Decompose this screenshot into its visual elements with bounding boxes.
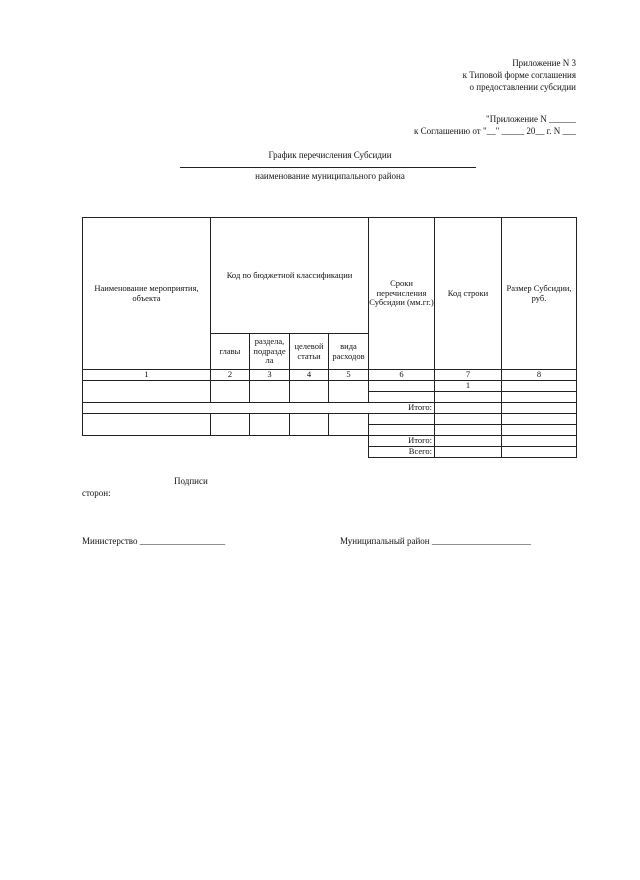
subheader-type: вида расходов xyxy=(329,334,369,370)
itogo-label: Итого: xyxy=(369,436,435,447)
vsego-label: Всего: xyxy=(369,447,435,458)
subheader-section: раздела, подразде ла xyxy=(250,334,290,370)
district-caption: наименование муниципального района xyxy=(255,171,405,181)
subheader-chapter: главы xyxy=(211,334,250,370)
signatures-label: Подписи xyxy=(174,476,208,486)
header-budget-code: Код по бюджетной классификации xyxy=(211,218,369,334)
blank-area xyxy=(83,436,369,447)
signatures-label-parties: сторон: xyxy=(82,488,111,498)
column-number: 7 xyxy=(435,370,502,381)
cell-line-code[interactable] xyxy=(435,436,502,447)
itogo-row xyxy=(83,436,577,447)
table-row xyxy=(83,381,577,392)
header-line-code: Код строки xyxy=(435,218,502,370)
cell-section[interactable] xyxy=(250,381,290,403)
cell-type[interactable] xyxy=(329,381,369,403)
appendix-subsidy-ref: о предоставлении субсидии xyxy=(469,82,576,92)
appendix-form-ref: к Типовой форме соглашения xyxy=(462,70,576,80)
cell-amount[interactable] xyxy=(502,381,577,392)
cell-terms[interactable] xyxy=(369,392,435,403)
blank-area xyxy=(83,447,369,458)
itogo-row xyxy=(83,403,577,414)
header-subsidy-amount: Размер Субсидии, руб. xyxy=(502,218,577,370)
column-number: 1 xyxy=(83,370,211,381)
total-row xyxy=(83,447,577,458)
district-signature: Муниципальный район ______________________ xyxy=(340,536,531,546)
cell-line-code: 1 xyxy=(435,381,502,392)
column-number: 4 xyxy=(290,370,329,381)
cell-amount[interactable] xyxy=(502,425,577,436)
appendix-number: Приложение N 3 xyxy=(512,58,576,68)
header-transfer-terms: Сроки перечисления Субсидии (мм.гг.) xyxy=(369,218,435,370)
cell-chapter[interactable] xyxy=(211,414,250,436)
cell-section[interactable] xyxy=(250,414,290,436)
cell-line-code[interactable] xyxy=(435,425,502,436)
cell-target[interactable] xyxy=(290,381,329,403)
cell-terms[interactable] xyxy=(369,425,435,436)
cell-amount[interactable] xyxy=(502,436,577,447)
cell-event-name[interactable] xyxy=(83,414,211,436)
reference-appendix: "Приложение N ______ xyxy=(486,114,576,124)
cell-chapter[interactable] xyxy=(211,381,250,403)
cell-amount[interactable] xyxy=(502,403,577,414)
cell-amount[interactable] xyxy=(502,447,577,458)
itogo-label: Итого: xyxy=(83,403,435,414)
cell-line-code[interactable] xyxy=(435,447,502,458)
column-number: 3 xyxy=(250,370,290,381)
cell-line-code[interactable] xyxy=(435,414,502,425)
cell-terms[interactable] xyxy=(369,381,435,392)
subheader-target: целевой статьи xyxy=(290,334,329,370)
cell-line-code[interactable] xyxy=(435,392,502,403)
cell-terms[interactable] xyxy=(369,414,435,425)
column-number: 6 xyxy=(369,370,435,381)
cell-amount[interactable] xyxy=(502,392,577,403)
column-number: 5 xyxy=(329,370,369,381)
document-title: График перечисления Субсидии xyxy=(268,150,392,160)
table-row xyxy=(83,414,577,425)
cell-type[interactable] xyxy=(329,414,369,436)
cell-amount[interactable] xyxy=(502,414,577,425)
cell-line-code[interactable] xyxy=(435,403,502,414)
cell-target[interactable] xyxy=(290,414,329,436)
header-event-name: Наименование мероприятия, объекта xyxy=(83,218,211,370)
column-number: 2 xyxy=(211,370,250,381)
title-underline xyxy=(180,167,476,168)
ministry-signature: Министерство ___________________ xyxy=(82,536,226,546)
column-number: 8 xyxy=(502,370,577,381)
cell-event-name[interactable] xyxy=(83,381,211,403)
subsidy-schedule-table xyxy=(82,217,577,458)
reference-agreement: к Соглашению от "__" _____ 20__ г. N ___ xyxy=(414,126,576,136)
column-numbers-row xyxy=(83,370,577,381)
